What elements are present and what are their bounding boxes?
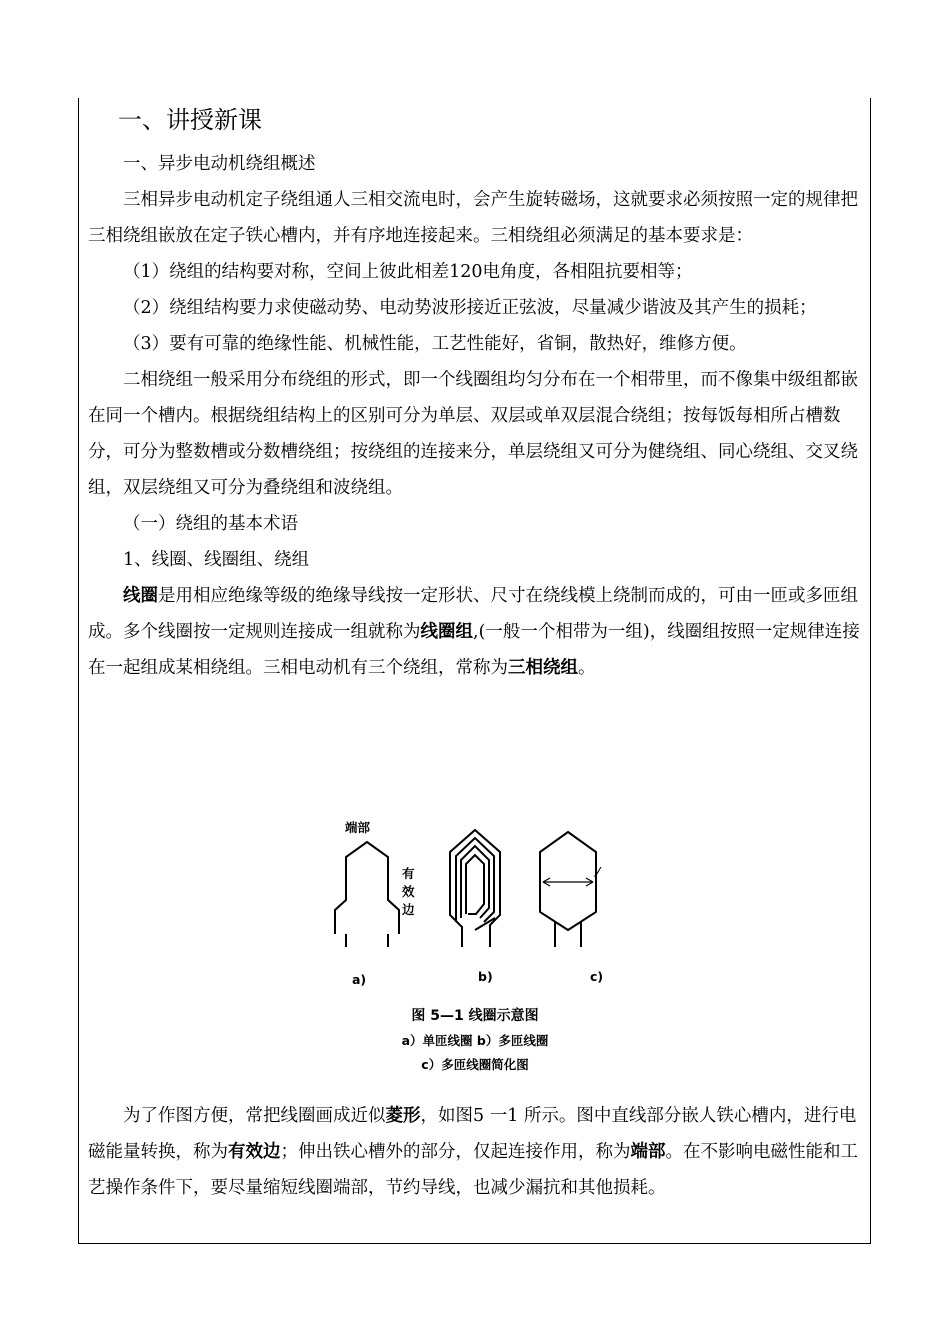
label-c: c) [590,969,604,984]
term-diamond: 菱形 [385,1106,421,1126]
coil-a-shape [335,842,399,934]
paragraph-diamond: 为了作图方便，常把线圈画成近似菱形，如图5 一1 所示。图中直线部分嵌人铁心槽内，进行电磁能量转换，称为有效边；伸出铁心槽外的部分，仅起连接作用，称为端部。在不影响电磁性能和工艺操作条件下，要尽量缩短线圈端部，节约导线，也减少漏抗和其他损耗。 [88,1106,858,1198]
requirement-3: （3）要有可靠的绝缘性能、机械性能，工艺性能好，省铜，散热好，维修方便。 [123,334,747,354]
term-coil-group: 线圈组 [420,622,473,642]
coil-diagram [300,812,620,987]
label-end: 端部 [345,820,371,835]
coil-a-leads [346,934,388,947]
label-a: a) [352,972,367,987]
lesson-heading: 一、讲授新课 [118,106,262,134]
label-b: b) [478,969,493,984]
term-effective-side: 有效边 [228,1142,281,1162]
section-title: 一、异步电动机绕组概述 [123,154,316,174]
paragraph-distribution: 二相绕组一般采用分布绕组的形式，即一个线圈组均匀分布在一个相带里，而不像集中级组都嵌在同一个槽内。根据绕组结构上的区别可分为单层、双层或单双层混合绕组；按每饭每相所占槽数分，可分为整数槽或分数槽绕组；按绕组的连接来分，单层绕组又可分为健绕组、同心绕组、交叉绕组，双层绕组又可分为叠绕组和波绕组。 [88,370,858,498]
paragraph-intro: 三相异步电动机定子绕组通人三相交流电时，会产生旋转磁场，这就要求必须按照一定的规律把三相绕组嵌放在定子铁心槽内，并有序地连接起来。三相绕组必须满足的基本要求是： [88,190,858,246]
closing-content [88,1098,864,1206]
figure-caption: 图 5—1 线圈示意图 [411,1008,539,1024]
label-side-3: 边 [402,902,415,917]
subsection-title: （一）绕组的基本术语 [123,514,298,534]
item-title: 1、线圈、线圈组、绕组 [123,550,310,570]
label-y: y [594,862,602,877]
requirement-1: （1）绕组的结构要对称，空间上彼此相差120电角度，各相阻抗要相等； [123,262,693,282]
label-side-2: 效 [402,884,415,899]
figure-caption-3: c）多匝线圈简化图 [421,1057,529,1072]
coil-c-shape [540,832,596,930]
main-content [88,100,864,686]
requirement-2: （2）绕组结构要力求使磁动势、电动势波形接近正弦波，尽量减少谐波及其产生的损耗； [123,298,817,318]
term-coil: 线圈 [123,586,158,606]
label-side-1: 有 [402,866,415,881]
term-end-part: 端部 [630,1142,666,1162]
coil-c-leads [555,922,581,947]
term-three-phase-winding: 三相绕组 [508,658,578,678]
paragraph-coil: 线圈是用相应绝缘等级的绝缘导线按一定形状、尺寸在绕线模上绕制而成的，可由一匝或多匝组成。多个线圈按一定规则连接成一组就称为线圈组,(一般一个相带为一组)，线圈组按照一定规律连接在一起组成某相绕组。三相电动机有三个绕组，常称为三相绕组。 [88,586,860,678]
coil-figure [300,812,620,1082]
figure-caption-2: a）单匝线圈 b）多匝线圈 [401,1033,549,1048]
